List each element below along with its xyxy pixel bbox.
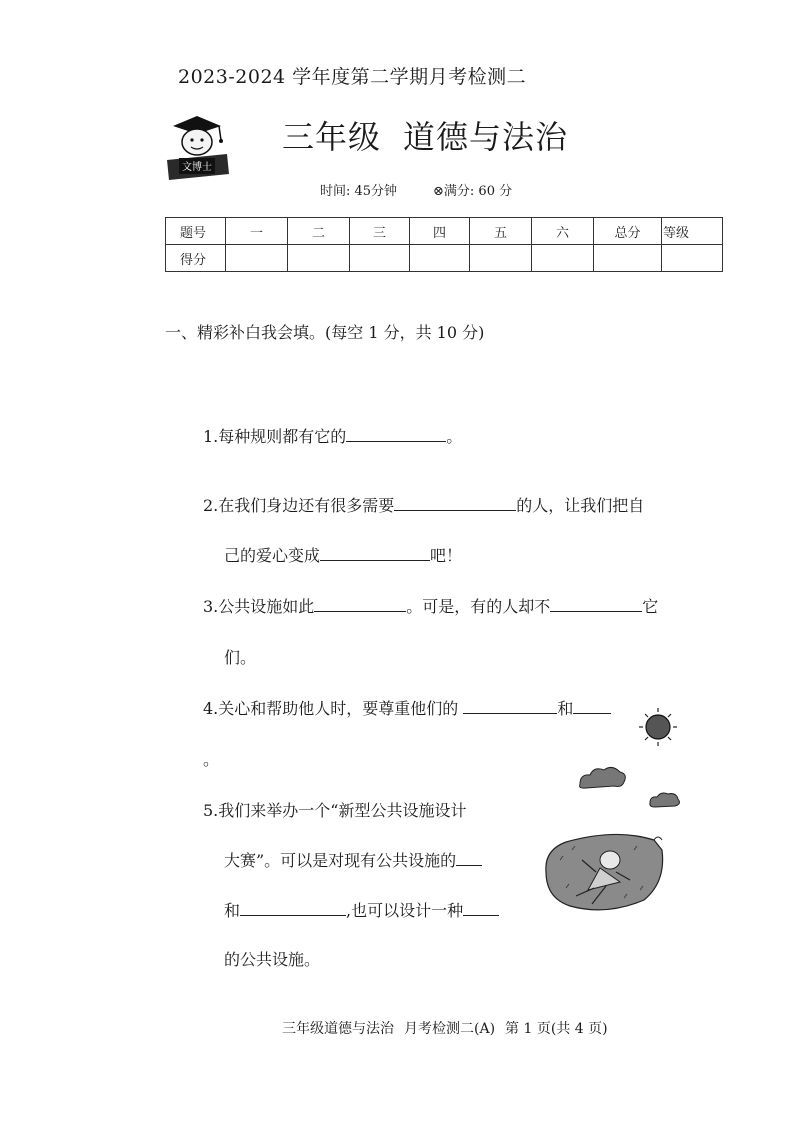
footer-page-number: 第 1 页(共 4 页) — [505, 1021, 608, 1037]
answer-blank[interactable] — [240, 900, 346, 916]
full-score — [433, 180, 512, 199]
answer-blank[interactable] — [320, 545, 430, 561]
question-2-cont: 己的爱心变成 吧！ — [224, 546, 463, 565]
answer-blank[interactable] — [550, 596, 642, 612]
sun-icon — [639, 708, 677, 746]
score-cell[interactable] — [226, 245, 288, 272]
question-4: 4.关心和帮助他人时，要尊重他们的 和 — [203, 696, 611, 719]
section-title: 一、精彩补白我会填。(每空 1 分，共 10 分) — [165, 323, 485, 342]
question-3: 3.公共设施如此 。可是，有的人却不 它 — [203, 597, 659, 616]
mascot-logo — [163, 112, 233, 184]
question-1: 1.每种规则都有它的 。 — [203, 427, 463, 446]
full-score-text: 满分: 60 分 — [443, 184, 513, 199]
score-table-header-row — [166, 218, 723, 245]
score-cell[interactable] — [350, 245, 410, 272]
page-footer — [282, 1018, 608, 1038]
score-cell[interactable] — [470, 245, 532, 272]
score-cell[interactable] — [288, 245, 350, 272]
exam-title: 2023-2024 学年度第二学期月考检测二 — [178, 66, 527, 88]
answer-blank[interactable] — [463, 900, 499, 916]
question-5: 5.我们来举办一个“新型公共设施设计 — [203, 801, 467, 820]
hill-girl-icon — [546, 834, 663, 909]
footer-subject: 三年级道德与法治 — [282, 1021, 394, 1037]
header-cell: 五 — [470, 218, 532, 245]
subject-title — [282, 112, 568, 158]
header-cell: 二 — [288, 218, 350, 245]
score-cell[interactable] — [410, 245, 470, 272]
exam-time: 时间: 45分钟 — [320, 184, 398, 199]
score-cell[interactable] — [532, 245, 594, 272]
cloud-icon — [580, 767, 626, 788]
score-table — [165, 217, 723, 272]
header-cell: 总分 — [594, 218, 662, 245]
answer-blank[interactable] — [394, 495, 516, 511]
score-table-score-row — [166, 245, 723, 272]
header-cell: 三 — [350, 218, 410, 245]
question-4-end: 。 — [203, 750, 220, 769]
score-cell[interactable] — [662, 245, 723, 272]
question-2: 2.在我们身边还有很多需要 的人，让我们把自 — [203, 496, 645, 515]
header-cell: 等级 — [662, 218, 723, 245]
header-cell: 六 — [532, 218, 594, 245]
header-cell: 四 — [410, 218, 470, 245]
question-5-cont: 大赛”。可以是对现有公共设施的 — [224, 848, 482, 871]
subject-label: 道德与法治 — [403, 118, 569, 156]
cloud-icon — [650, 793, 680, 807]
illustration — [536, 700, 686, 918]
question-5-end: 的公共设施。 — [224, 950, 321, 969]
score-cell[interactable] — [594, 245, 662, 272]
row-label: 得分 — [166, 245, 226, 272]
header-cell: 题号 — [166, 218, 226, 245]
answer-blank[interactable] — [346, 426, 446, 442]
svg-text:文博士: 文博士 — [182, 162, 212, 173]
circle-x-icon: ⊗ — [433, 184, 444, 199]
question-3-cont: 们。 — [224, 648, 257, 667]
question-5-cont2: 和 ,也可以设计一种 — [224, 898, 499, 921]
answer-blank[interactable] — [456, 850, 482, 866]
header-cell: 一 — [226, 218, 288, 245]
grade-label: 三年级 — [282, 118, 382, 156]
footer-exam: 月考检测二(A) — [404, 1021, 496, 1037]
answer-blank[interactable] — [314, 596, 406, 612]
